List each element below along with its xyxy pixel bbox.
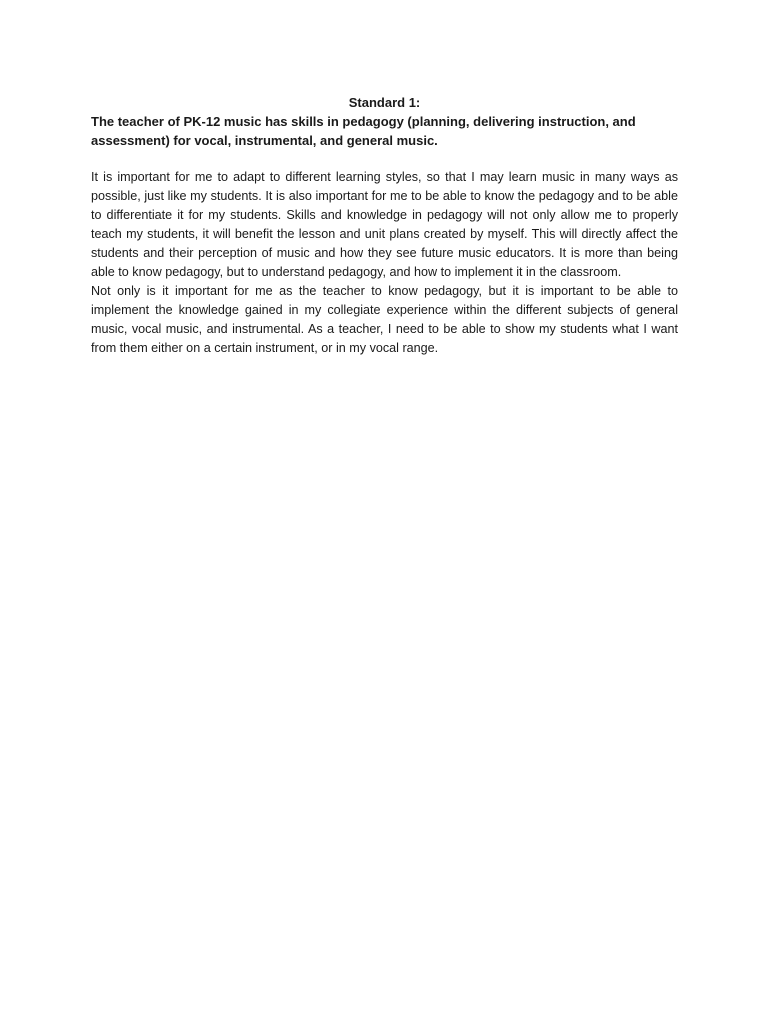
standard-heading: Standard 1: xyxy=(348,95,421,110)
body-paragraph-2: Not only is it important for me as the teacher to know pedagogy, but it is important to be able to implement the knowledge gained in my collegiate experience within the different subjects of general music, vocal music, and instrumental. As a teacher, I need to be able to show my students what I want from them either on a certain instrument, or in my vocal range. xyxy=(91,284,678,355)
paragraph-spacer xyxy=(91,150,678,168)
standard-description: The teacher of PK-12 music has skills in pedagogy (planning, delivering instruction, and assessment) for vocal, instrumental, and general music. xyxy=(91,114,636,148)
document-body xyxy=(91,93,678,358)
body-paragraph-1: It is important for me to adapt to different learning styles, so that I may learn music in many ways as possible, just like my students. It is also important for me to be able to know the pedagogy and to be able to differentiate it for my students. Skills and knowledge in pedagogy will not only allow me to properly teach my students, it will benefit the lesson and unit plans created by myself. This will directly affect the students and their perception of music and how they see future music educators. It is more than being able to know pedagogy, but to understand pedagogy, and how to implement it in the classroom. xyxy=(91,170,678,279)
